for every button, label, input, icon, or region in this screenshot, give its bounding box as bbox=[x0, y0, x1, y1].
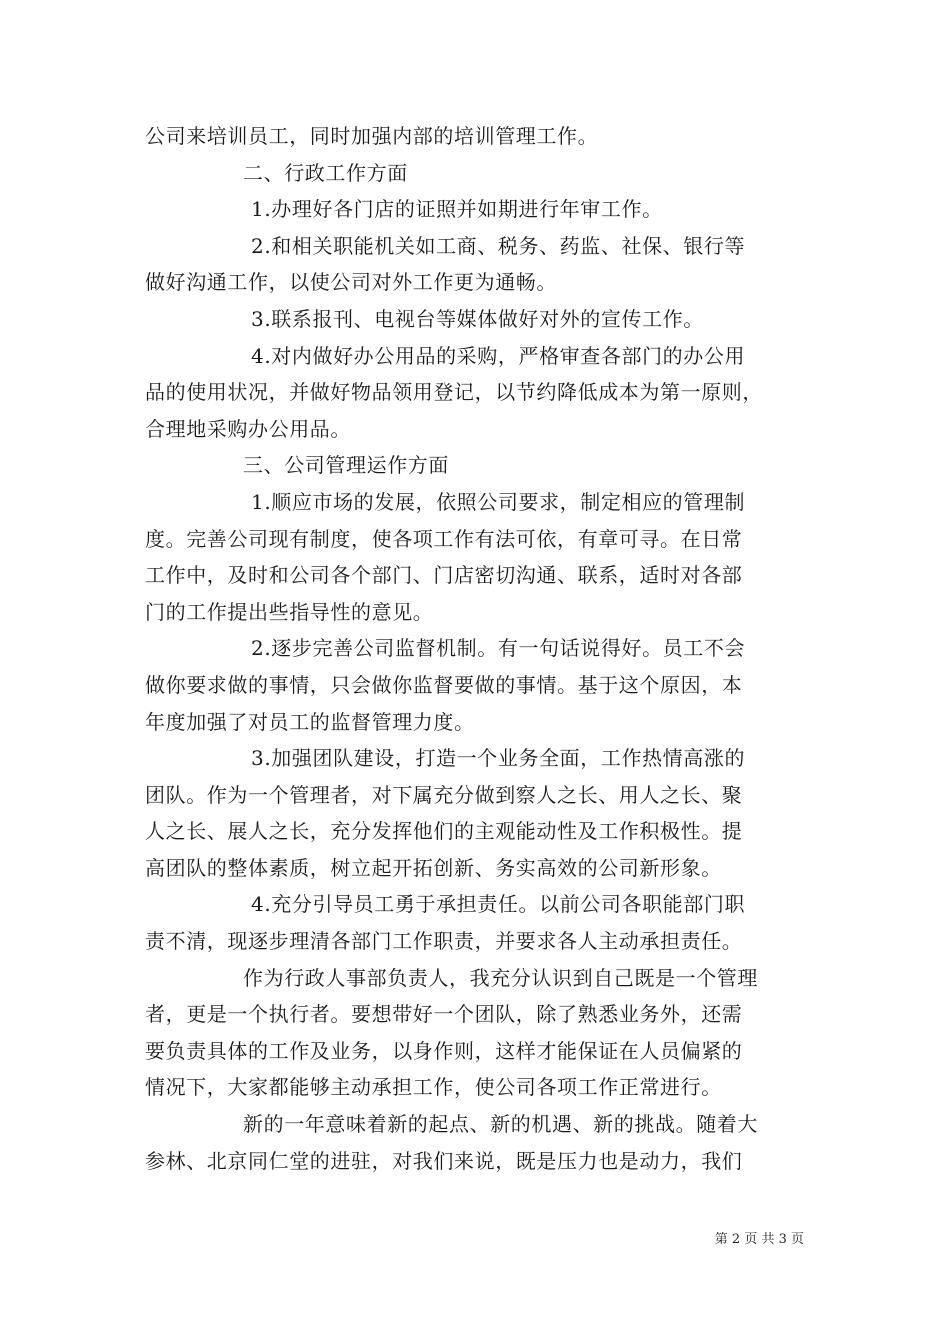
text-line: 新的一年意味着新的起点、新的机遇、新的挑战。随着大 bbox=[243, 1112, 758, 1137]
text-line: 1.顺应市场的发展，依照公司要求，制定相应的管理制 bbox=[251, 489, 746, 514]
text-line: 4.对内做好办公用品的采购，严格审查各部门的办公用 bbox=[251, 343, 746, 368]
text-line: 作为行政人事部负责人，我充分认识到自己既是一个管理 bbox=[243, 965, 758, 990]
text-line: 品的使用状况，并做好物品领用登记，以节约降低成本为第一原则， bbox=[145, 380, 763, 405]
text-line: 高团队的整体素质，树立起开拓创新、务实高效的公司新形象。 bbox=[145, 855, 722, 880]
section-heading: 二、行政工作方面 bbox=[243, 160, 408, 185]
page-number-footer: 第 2 页 共 3 页 bbox=[714, 1232, 804, 1247]
text-line: 度。完善公司现有制度，使各项工作有法可依，有章可寻。在日常 bbox=[145, 526, 743, 551]
text-line: 参林、北京同仁堂的进驻，对我们来说，既是压力也是动力，我们 bbox=[145, 1148, 743, 1173]
text-line: 门的工作提出些指导性的意见。 bbox=[145, 599, 434, 624]
text-line: 者，更是一个执行者。要想带好一个团队，除了熟悉业务外，还需 bbox=[145, 1002, 743, 1027]
text-line: 年度加强了对员工的监督管理力度。 bbox=[145, 709, 475, 734]
section-heading: 三、公司管理运作方面 bbox=[243, 453, 449, 478]
text-line: 要负责具体的工作及业务，以身作则，这样才能保证在人员偏紧的 bbox=[145, 1038, 743, 1063]
text-line: 1.办理好各门店的证照并如期进行年审工作。 bbox=[251, 197, 663, 222]
text-line: 公司来培训员工，同时加强内部的培训管理工作。 bbox=[145, 124, 599, 148]
text-line: 做好沟通工作，以使公司对外工作更为通畅。 bbox=[145, 270, 557, 295]
text-line: 责不清，现逐步理清各部门工作职责，并要求各人主动承担责任。 bbox=[145, 929, 743, 954]
text-line: 3.加强团队建设，打造一个业务全面，工作热情高涨的 bbox=[251, 746, 746, 771]
text-line: 人之长、展人之长，充分发挥他们的主观能动性及工作积极性。提 bbox=[145, 819, 743, 844]
text-line: 合理地采购办公用品。 bbox=[145, 416, 351, 441]
text-line: 2.逐步完善公司监督机制。有一句话说得好。员工不会 bbox=[251, 636, 746, 661]
text-line: 情况下，大家都能够主动承担工作，使公司各项工作正常进行。 bbox=[145, 1075, 722, 1100]
text-line: 做你要求做的事情，只会做你监督要做的事情。基于这个原因，本 bbox=[145, 672, 743, 697]
text-line: 工作中，及时和公司各个部门、门店密切沟通、联系，适时对各部 bbox=[145, 563, 743, 588]
text-line: 团队。作为一个管理者，对下属充分做到察人之长、用人之长、聚 bbox=[145, 782, 743, 807]
text-line: 4.充分引导员工勇于承担责任。以前公司各职能部门职 bbox=[251, 892, 746, 917]
text-line: 2.和相关职能机关如工商、税务、药监、社保、银行等 bbox=[251, 233, 746, 258]
text-line: 3.联系报刊、电视台等媒体做好对外的宣传工作。 bbox=[251, 306, 704, 331]
document-body bbox=[145, 118, 825, 1179]
